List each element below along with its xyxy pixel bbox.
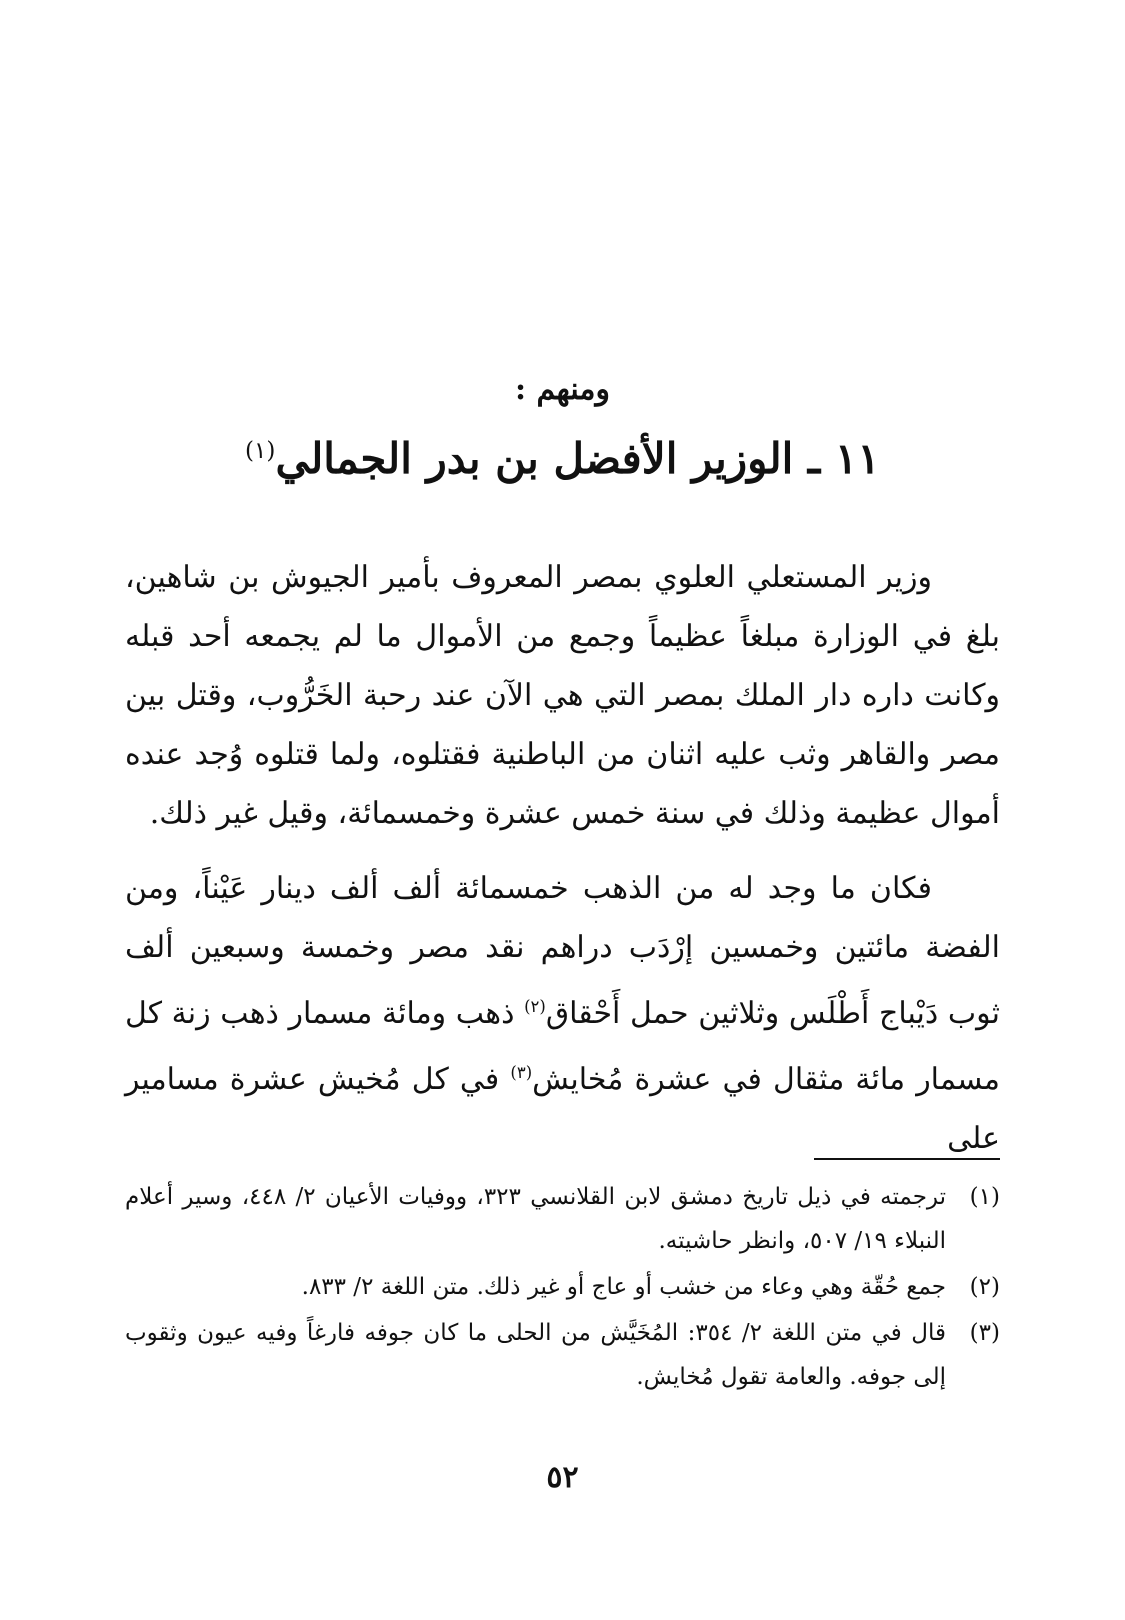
footnote-number: (١) bbox=[969, 1184, 1000, 1210]
footnote-ref-1: (١) bbox=[245, 438, 276, 464]
footnote-text: قال في متن اللغة ٢/ ٣٥٤: المُخَيَّش من الحلى ما كان جوفه فارغاً وفيه عيون وثقوب إلى جوفه. والعامة تقول مُخايش. bbox=[125, 1320, 946, 1390]
footnote-text: جمع حُقّة وهي وعاء من خشب أو عاج أو غير ذلك. متن اللغة ٢/ ٨٣٣. bbox=[301, 1274, 946, 1300]
footnote-2 bbox=[125, 1265, 1000, 1309]
footnote-1 bbox=[125, 1175, 1000, 1263]
paragraph-2-part-3: في كل مُخيش عشرة مسامير على bbox=[125, 1062, 1000, 1156]
footnotes bbox=[125, 1175, 1000, 1401]
section-kicker: ومنهم : bbox=[515, 372, 610, 407]
paragraph-2-part-1: فكان ما وجد له من الذهب خمسمائة ألف ألف دينار عَيْناً، ومن الفضة مائتين وخمسين إرْدَب دراهم نقد مصر وخمسة وسبعين ألف ثوب دَيْباج أَطْلَس وثلاثين حمل أَحْقاق bbox=[125, 871, 1000, 1031]
footnote-number: (٣) bbox=[969, 1320, 1000, 1346]
body-text bbox=[125, 548, 1000, 1168]
footnote-ref-3: (٣) bbox=[510, 1063, 533, 1082]
page-number: ٥٢ bbox=[546, 1460, 579, 1495]
entry-title: ١١ ـ الوزير الأفضل بن بدر الجمالي bbox=[275, 434, 880, 483]
footnote-separator bbox=[814, 1158, 1000, 1160]
footnote-3 bbox=[125, 1311, 1000, 1399]
paragraph-2 bbox=[125, 859, 1000, 1168]
footnote-number: (٢) bbox=[969, 1274, 1000, 1300]
paragraph-1: وزير المستعلي العلوي بمصر المعروف بأمير الجيوش بن شاهين، بلغ في الوزارة مبلغاً عظيماً وجمع من الأموال ما لم يجمعه أحد قبله وكانت داره دار الملك بمصر التي هي الآن عند رحبة الخَرُّوب، وقتل بين مصر والقاهر وثب عليه اثنان من الباطنية فقتلوه، ولما قتلوه وُجد عنده أموال عظيمة وذلك في سنة خمس عشرة وخمسمائة، وقيل غير ذلك. bbox=[125, 560, 1000, 831]
footnote-text: ترجمته في ذيل تاريخ دمشق لابن القلانسي ٣٢٣، ووفيات الأعيان ٢/ ٤٤٨، وسير أعلام النبلاء ١٩/ ٥٠٧، وانظر حاشيته. bbox=[125, 1184, 947, 1254]
paragraph-2-part-2: ذهب ومائة مسمار ذهب زنة كل مسمار مائة مثقال في عشرة مُخايش bbox=[125, 996, 1000, 1097]
entry-heading bbox=[0, 420, 1125, 490]
footnote-ref-2: (٢) bbox=[524, 997, 546, 1016]
